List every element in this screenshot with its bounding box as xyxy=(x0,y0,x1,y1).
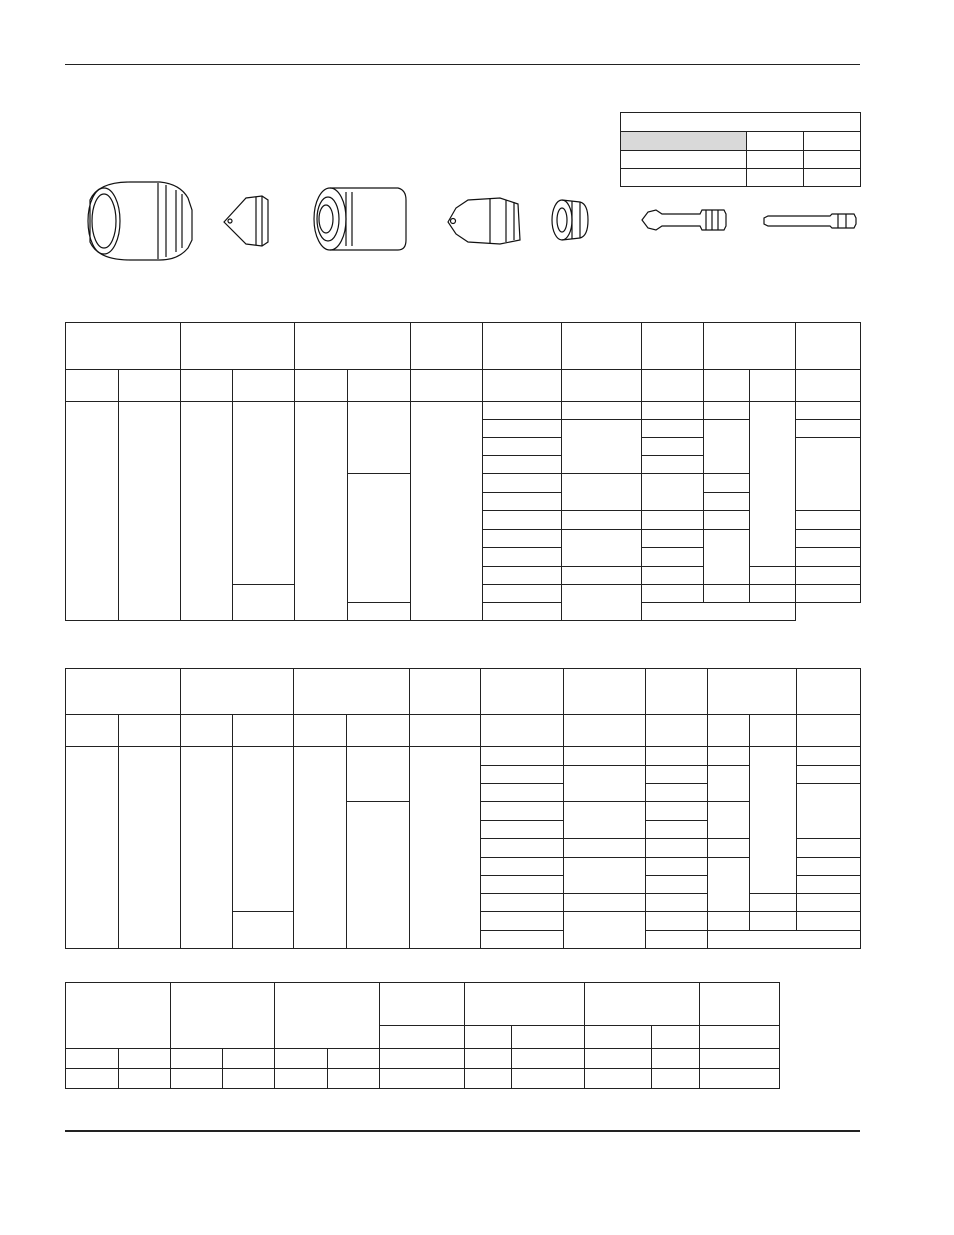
table-cell xyxy=(708,839,750,858)
table-cell xyxy=(410,669,481,715)
table-cell xyxy=(708,747,750,766)
table-cell xyxy=(295,370,348,402)
table-cell xyxy=(700,1026,780,1049)
table-cell xyxy=(564,894,646,912)
table-cell xyxy=(797,715,861,747)
shield-cap-icon xyxy=(224,196,268,246)
table-cell xyxy=(483,323,562,370)
table-cell xyxy=(708,766,750,802)
table-cell xyxy=(797,912,861,931)
table-cell xyxy=(797,766,861,784)
table-cell xyxy=(796,370,861,402)
table-cell xyxy=(410,715,481,747)
table-cell xyxy=(642,370,704,402)
table-cell xyxy=(708,931,861,949)
table-cell xyxy=(564,766,646,802)
table-cell xyxy=(646,894,708,912)
table-cell xyxy=(585,983,700,1026)
table-cell xyxy=(796,530,861,548)
consumables-table-2 xyxy=(65,668,861,949)
table-cell xyxy=(642,567,704,585)
table-cell xyxy=(181,323,295,370)
table-cell xyxy=(700,983,780,1026)
table-cell xyxy=(347,715,410,747)
table-cell xyxy=(642,402,704,420)
consumable-parts-illustration xyxy=(0,170,954,270)
table-cell xyxy=(483,530,562,548)
table-cell xyxy=(348,603,411,621)
table-cell xyxy=(512,1069,585,1089)
table-cell xyxy=(181,669,294,715)
table-cell xyxy=(119,402,181,621)
table-cell xyxy=(380,1069,465,1089)
table-cell xyxy=(481,912,564,931)
retaining-cap-icon xyxy=(314,188,406,250)
table-cell xyxy=(642,438,704,456)
table-cell xyxy=(411,370,483,402)
table-cell xyxy=(347,747,410,802)
table-cell xyxy=(564,802,646,839)
table-cell xyxy=(750,912,797,931)
table-cell xyxy=(294,747,347,949)
table-cell xyxy=(646,858,708,876)
table-cell xyxy=(797,747,861,766)
table-cell xyxy=(380,1026,465,1049)
table-cell xyxy=(704,420,750,474)
table-cell xyxy=(171,1069,223,1089)
table-cell xyxy=(348,474,411,603)
table-cell xyxy=(119,370,181,402)
table-cell xyxy=(294,669,410,715)
consumables-table-3 xyxy=(65,982,780,1089)
table-cell xyxy=(804,132,861,151)
table-cell xyxy=(483,438,562,456)
table-cell xyxy=(652,1069,700,1089)
table-cell xyxy=(481,784,564,802)
table-cell xyxy=(481,821,564,839)
table-cell xyxy=(708,802,750,839)
table-cell xyxy=(646,931,708,949)
table-cell xyxy=(652,1026,700,1049)
shield-icon xyxy=(88,182,192,260)
table-cell xyxy=(481,802,564,821)
table-cell xyxy=(585,1049,652,1069)
table-cell xyxy=(275,1049,328,1069)
table-cell xyxy=(483,456,562,474)
water-tube-icon xyxy=(764,214,856,228)
table-cell xyxy=(564,747,646,766)
table-cell xyxy=(797,876,861,894)
table-cell xyxy=(652,1049,700,1069)
table-cell xyxy=(562,567,642,585)
table-cell xyxy=(796,323,861,370)
table-cell xyxy=(585,1026,652,1049)
table-cell xyxy=(642,530,704,548)
table-cell xyxy=(564,669,646,715)
table-cell xyxy=(750,370,796,402)
table-cell xyxy=(750,715,797,747)
table-cell xyxy=(295,402,348,621)
table-cell xyxy=(481,858,564,876)
table-cell xyxy=(411,402,483,621)
table-cell xyxy=(700,1049,780,1069)
table-cell xyxy=(646,802,708,821)
table-cell xyxy=(328,1049,380,1069)
table-cell xyxy=(295,323,411,370)
table-cell xyxy=(181,747,233,949)
table-cell xyxy=(465,983,585,1026)
table-cell xyxy=(512,1049,585,1069)
table-cell xyxy=(562,511,642,530)
table-cell xyxy=(481,839,564,858)
table-cell xyxy=(646,839,708,858)
reference-header-cell xyxy=(621,132,747,151)
table-cell xyxy=(233,585,295,621)
table-cell xyxy=(233,747,294,912)
table-cell xyxy=(233,912,294,949)
table-cell xyxy=(483,420,562,438)
table-cell xyxy=(642,456,704,474)
table-cell xyxy=(750,567,796,585)
table-cell xyxy=(796,438,861,511)
table-cell xyxy=(233,715,294,747)
table-cell xyxy=(704,402,750,420)
table-cell xyxy=(562,402,642,420)
table-cell xyxy=(646,876,708,894)
table-cell xyxy=(750,747,797,894)
table-cell xyxy=(66,370,119,402)
table-cell xyxy=(642,603,796,621)
consumables-table-1 xyxy=(65,322,861,621)
table-cell xyxy=(562,530,642,567)
table-cell xyxy=(483,511,562,530)
table-cell xyxy=(708,858,750,912)
table-cell xyxy=(481,931,564,949)
table-cell xyxy=(708,669,797,715)
table-cell xyxy=(119,747,181,949)
table-cell xyxy=(380,1049,465,1069)
table-cell xyxy=(275,983,380,1049)
table-cell xyxy=(797,894,861,912)
table-cell xyxy=(704,323,796,370)
table-cell xyxy=(642,420,704,438)
table-cell xyxy=(328,1069,380,1089)
table-cell xyxy=(797,858,861,876)
table-cell xyxy=(483,474,562,493)
table-cell xyxy=(181,715,233,747)
table-cell xyxy=(700,1069,780,1089)
table-cell xyxy=(481,747,564,766)
table-cell xyxy=(642,548,704,567)
table-cell xyxy=(646,912,708,931)
table-cell xyxy=(483,493,562,511)
table-cell xyxy=(483,402,562,420)
table-cell xyxy=(294,715,347,747)
table-cell xyxy=(66,323,181,370)
swirl-ring-icon xyxy=(552,200,588,240)
table-cell xyxy=(704,585,750,603)
table-cell xyxy=(796,420,861,438)
table-cell xyxy=(646,784,708,802)
electrode-icon xyxy=(642,210,726,230)
table-cell xyxy=(562,370,642,402)
table-cell xyxy=(119,1049,171,1069)
table-cell xyxy=(642,585,704,603)
table-cell xyxy=(642,474,704,511)
table-cell xyxy=(483,370,562,402)
table-cell xyxy=(483,548,562,567)
reference-title-cell xyxy=(621,113,861,132)
table-cell xyxy=(747,132,804,151)
footer-rule xyxy=(65,1130,860,1132)
table-cell xyxy=(562,585,642,621)
table-cell xyxy=(646,766,708,784)
table-cell xyxy=(564,912,646,949)
table-cell xyxy=(481,669,564,715)
table-cell xyxy=(562,323,642,370)
table-cell xyxy=(465,1026,512,1049)
table-cell xyxy=(181,402,233,621)
table-cell xyxy=(704,530,750,585)
table-cell xyxy=(66,402,119,621)
table-cell xyxy=(646,715,708,747)
table-cell xyxy=(796,402,861,420)
table-cell xyxy=(181,370,233,402)
table-cell xyxy=(797,669,861,715)
table-cell xyxy=(804,151,861,169)
table-cell xyxy=(481,715,564,747)
table-cell xyxy=(481,876,564,894)
table-cell xyxy=(66,1049,119,1069)
table-cell xyxy=(66,747,119,949)
table-cell xyxy=(348,370,411,402)
table-cell xyxy=(275,1069,328,1089)
table-cell xyxy=(750,894,797,912)
table-cell xyxy=(380,983,465,1026)
table-cell xyxy=(483,567,562,585)
table-cell xyxy=(66,669,181,715)
table-cell xyxy=(66,715,119,747)
table-cell xyxy=(797,839,861,858)
table-cell xyxy=(796,585,861,603)
table-cell xyxy=(704,370,750,402)
table-cell xyxy=(233,370,295,402)
table-cell xyxy=(708,912,750,931)
table-cell xyxy=(171,983,275,1049)
table-cell xyxy=(796,548,861,567)
table-cell xyxy=(465,1069,512,1089)
table-cell xyxy=(562,420,642,474)
table-cell xyxy=(704,511,750,530)
table-cell xyxy=(621,151,747,169)
table-cell xyxy=(119,715,181,747)
table-cell xyxy=(411,323,483,370)
table-cell xyxy=(465,1049,512,1069)
table-cell xyxy=(483,585,562,603)
table-cell xyxy=(708,715,750,747)
table-cell xyxy=(646,747,708,766)
header-rule xyxy=(65,64,860,65)
table-cell xyxy=(347,802,410,949)
table-cell xyxy=(796,511,861,530)
table-cell xyxy=(481,894,564,912)
table-cell xyxy=(562,474,642,511)
table-cell xyxy=(750,402,796,567)
table-cell xyxy=(747,151,804,169)
table-cell xyxy=(797,784,861,839)
table-cell xyxy=(796,567,861,585)
table-cell xyxy=(66,983,171,1049)
table-cell xyxy=(642,323,704,370)
table-cell xyxy=(66,1069,119,1089)
table-cell xyxy=(119,1069,171,1089)
table-cell xyxy=(348,402,411,474)
table-cell xyxy=(233,402,295,585)
table-cell xyxy=(704,493,750,511)
table-cell xyxy=(564,839,646,858)
table-cell xyxy=(646,821,708,839)
table-cell xyxy=(171,1049,223,1069)
table-cell xyxy=(512,1026,585,1049)
table-cell xyxy=(585,1069,652,1089)
table-cell xyxy=(564,858,646,894)
table-cell xyxy=(410,747,481,949)
table-cell xyxy=(223,1049,275,1069)
nozzle-icon xyxy=(448,198,520,244)
table-cell xyxy=(646,669,708,715)
table-cell xyxy=(483,603,562,621)
table-cell xyxy=(564,715,646,747)
table-cell xyxy=(481,766,564,784)
table-cell xyxy=(750,585,796,603)
table-cell xyxy=(642,511,704,530)
table-cell xyxy=(223,1069,275,1089)
